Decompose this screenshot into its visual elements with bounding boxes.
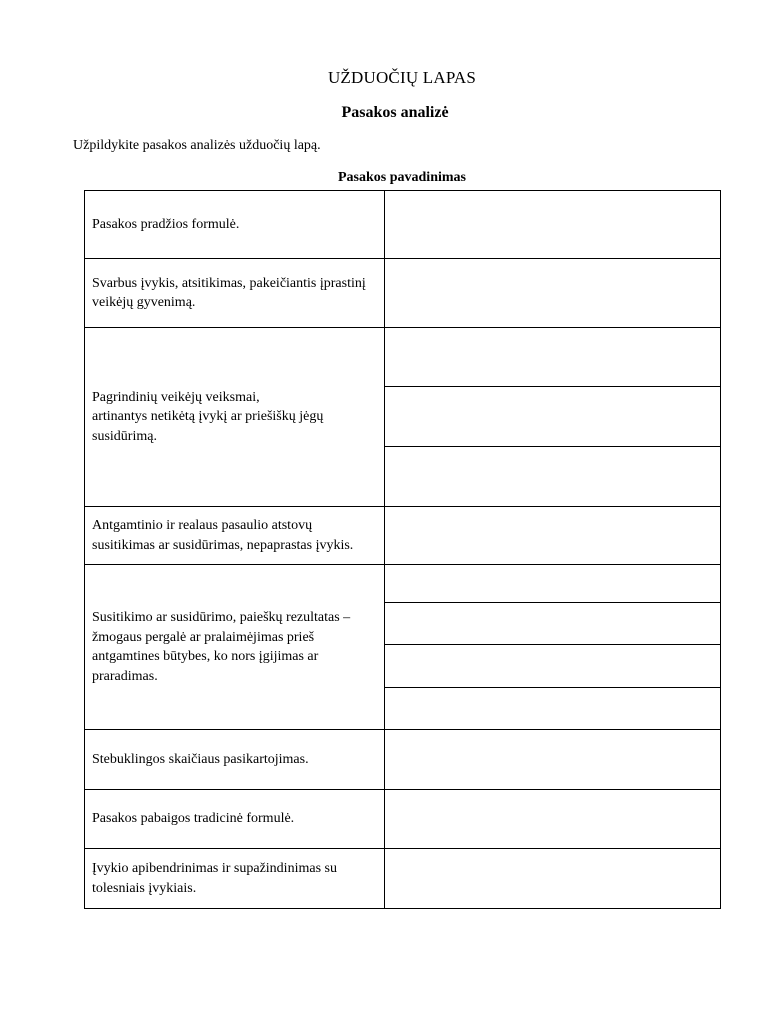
answer-cell[interactable] (385, 730, 721, 790)
worksheet-title: UŽDUOČIŲ LAPAS (327, 68, 477, 87)
row-label: Stebuklingos skaičiaus pasikartojimas. (85, 730, 385, 790)
answer-cell[interactable] (385, 565, 721, 603)
answer-cell[interactable] (385, 447, 721, 507)
analysis-table (84, 190, 721, 909)
answer-cell[interactable] (385, 328, 721, 387)
row-label: Įvykio apibendrinimas ir supažindinimas su tolesniais įvykiais. (85, 849, 385, 909)
table-row (85, 507, 721, 565)
row-label: Antgamtinio ir realaus pasaulio atstovų susitikimas ar susidūrimas, nepaprastas įvykis. (85, 507, 385, 565)
worksheet-subtitle: Pasakos analizė (341, 104, 449, 121)
table-row (85, 730, 721, 790)
answer-cell[interactable] (385, 849, 721, 909)
row-label: Susitikimo ar susidūrimo, paieškų rezultatas – žmogaus pergalė ar pralaimėjimas prieš antgamtines būtybes, ko nors įgijimas ar praradimas. (85, 565, 385, 730)
answer-cell[interactable] (385, 688, 721, 730)
analysis-table-body (85, 191, 721, 909)
table-row (85, 259, 721, 328)
row-label: Pagrindinių veikėjų veiksmai, artinantys netikėtą įvykį ar priešiškų jėgų susidūrimą. (85, 328, 385, 507)
table-caption: Pasakos pavadinimas (338, 170, 466, 185)
table-row (85, 565, 721, 603)
table-row (85, 790, 721, 849)
answer-cell[interactable] (385, 507, 721, 565)
row-label: Pasakos pabaigos tradicinė formulė. (85, 790, 385, 849)
answer-cell[interactable] (385, 191, 721, 259)
row-label: Svarbus įvykis, atsitikimas, pakeičiantis įprastinį veikėjų gyvenimą. (85, 259, 385, 328)
table-row (85, 849, 721, 909)
answer-cell[interactable] (385, 790, 721, 849)
instruction-text: Užpildykite pasakos analizės užduočių lapą. (73, 138, 321, 153)
answer-cell[interactable] (385, 259, 721, 328)
row-label: Pasakos pradžios formulė. (85, 191, 385, 259)
answer-cell[interactable] (385, 387, 721, 447)
answer-cell[interactable] (385, 645, 721, 688)
table-row (85, 328, 721, 387)
table-row (85, 191, 721, 259)
answer-cell[interactable] (385, 603, 721, 645)
